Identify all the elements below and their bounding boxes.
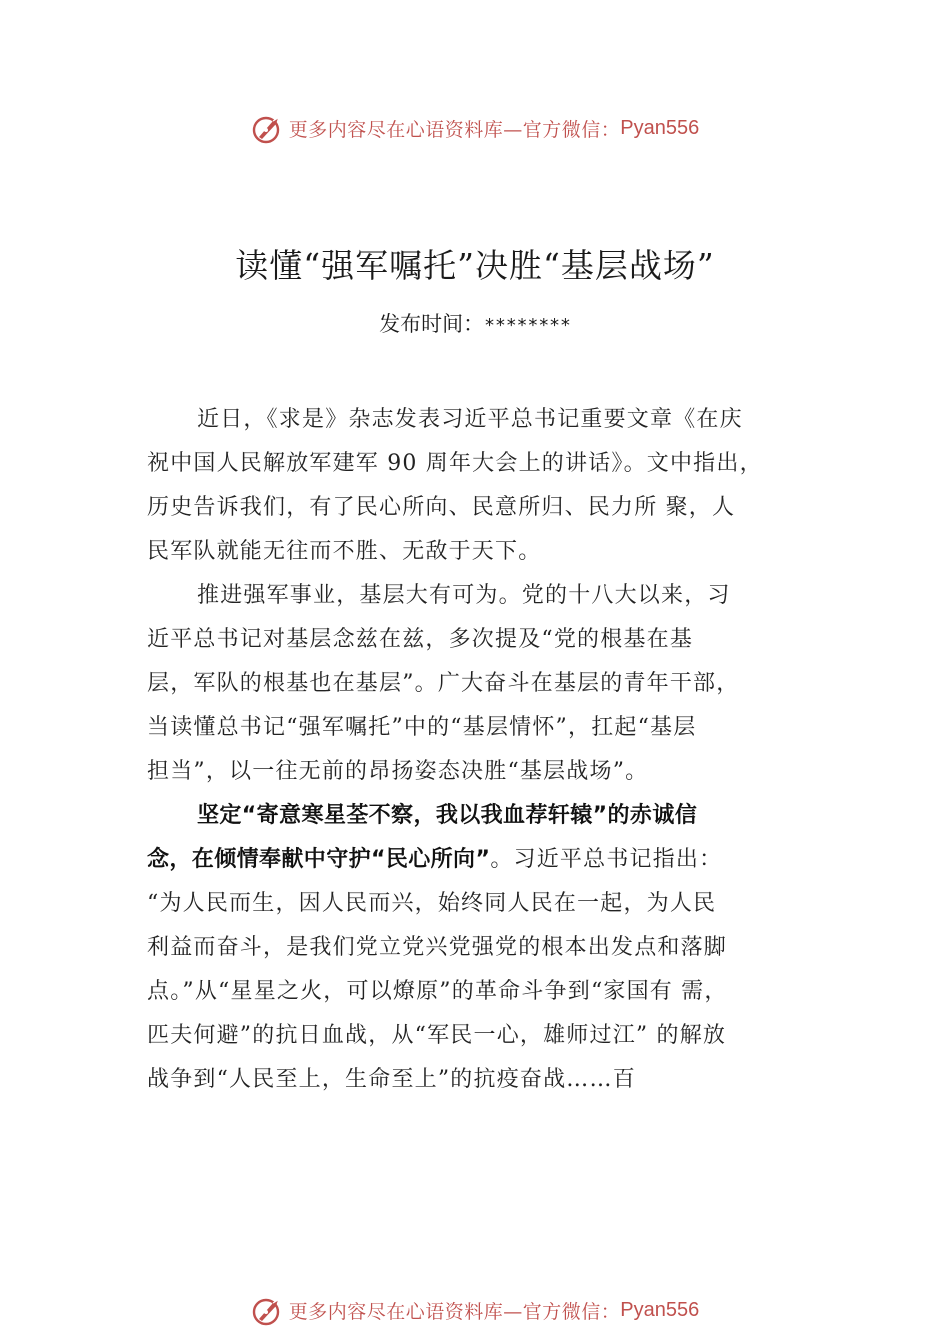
bold-heading-text: 坚定“寄意寒星荃不察，我以我血荐轩辕”的赤诚信 xyxy=(197,803,698,828)
text-line: 近平总书记对基层念兹在兹，多次提及“党的根基在基 xyxy=(147,627,694,652)
text-line: 层，军队的根基也在基层”。广大奋斗在基层的青年干部， xyxy=(147,671,740,696)
text-line xyxy=(147,794,807,838)
text-line xyxy=(147,838,807,882)
document-body xyxy=(147,398,807,1102)
pen-nib-logo-icon xyxy=(251,1293,285,1327)
document-title: 读懂“强军嘱托”决胜“基层战场” xyxy=(235,246,715,285)
banner-text: 更多内容尽在心语资料库—官方微信： xyxy=(288,1300,621,1323)
wechat-account: Pyan556 xyxy=(620,116,700,139)
wechat-account: Pyan556 xyxy=(620,1298,700,1321)
paragraph-1 xyxy=(147,398,807,574)
text-line: 历史告诉我们，有了民心所向、民意所归、民力所 聚，人 xyxy=(147,495,736,520)
paragraph-3 xyxy=(147,794,807,1102)
text-line: 当读懂总书记“强军嘱托”中的“基层情怀”，扛起“基层 xyxy=(147,715,697,740)
footer-banner xyxy=(0,1290,950,1330)
publish-value: ******** xyxy=(484,315,571,336)
paragraph-2 xyxy=(147,574,807,794)
text-line: 点。”从“星星之火，可以燎原”的革命斗争到“家国有 需， xyxy=(147,979,728,1004)
text-run: 。习近平总书记指出： xyxy=(490,847,723,872)
text-line: 匹夫何避”的抗日血战，从“军民一心，雄师过江” 的解放 xyxy=(147,1023,727,1048)
bold-heading-text: 念，在倾情奉献中守护“民心所向” xyxy=(147,847,491,872)
publish-label: 发布时间： xyxy=(379,312,485,336)
banner-text: 更多内容尽在心语资料库—官方微信： xyxy=(288,118,621,141)
text-line: “为人民而生，因人民而兴，始终同人民在一起，为人民 xyxy=(147,891,717,916)
publish-time xyxy=(0,308,950,338)
text-line: 利益而奋斗，是我们党立党兴党强党的根本出发点和落脚 xyxy=(147,935,728,960)
text-line: 近日，《求是》杂志发表习近平总书记重要文章《在庆 xyxy=(197,407,743,432)
header-banner xyxy=(0,108,950,148)
pen-nib-logo-icon xyxy=(251,111,285,145)
text-line: 战争到“人民至上，生命至上”的抗疫奋战……百 xyxy=(147,1067,636,1092)
text-line: 担当”，以一往无前的昂扬姿态决胜“基层战场”。 xyxy=(147,759,649,784)
text-line: 民军队就能无往而不胜、无敌于天下。 xyxy=(147,539,542,564)
text-line: 推进强军事业，基层大有可为。党的十八大以来，习 xyxy=(197,583,731,608)
text-line: 祝中国人民解放军建军 90 周年大会上的讲话》。文中指出， xyxy=(147,451,763,476)
